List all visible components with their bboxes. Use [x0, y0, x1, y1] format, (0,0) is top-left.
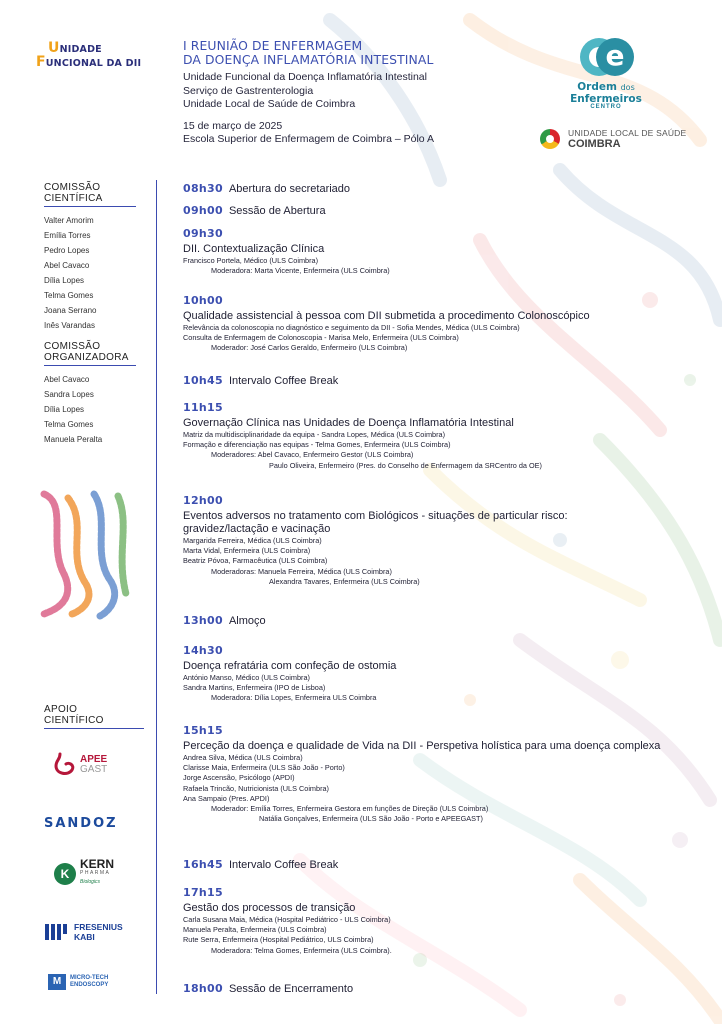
moderator: Moderadora: Dília Lopes, Enfermeira ULS Coimbra: [211, 693, 377, 703]
session-label: Almoço: [228, 615, 266, 627]
session-label: Intervalo Coffee Break: [228, 375, 339, 387]
speaker: Francisco Portela, Médico (ULS Coimbra): [183, 256, 319, 265]
event-title-line2: DA DOENÇA INFLAMATÓRIA INTESTINAL: [183, 52, 434, 67]
committee-member: Valter Amorim: [44, 216, 94, 225]
session-0900: [183, 204, 713, 218]
moderator: Paulo Oliveira, Enfermeiro (Pres. do Conselho de Enfermagem da SRCentro da OE): [269, 460, 542, 470]
session-title: Gestão dos processos de transição: [183, 902, 356, 914]
apeegast-logo: APEE GAST: [52, 752, 107, 778]
moderator: Moderador: Emília Torres, Enfermeira Gestora em funções de Direção (ULS Coimbra): [211, 804, 489, 814]
timeline-divider: [156, 180, 157, 994]
speaker: Ana Sampaio (Pres. APDI): [183, 793, 270, 803]
moderator: Alexandra Tavares, Enfermeira (ULS Coimbra): [269, 576, 420, 586]
committee-member: Manuela Peralta: [44, 435, 103, 444]
event-date: 15 de março de 2025: [183, 119, 283, 132]
session-time: 08h30: [183, 182, 223, 195]
committee-member: Joana Serrano: [44, 306, 97, 315]
session-1000: [183, 294, 713, 354]
speaker: Sandra Martins, Enfermeira (IPO de Lisboa): [183, 683, 326, 693]
session-label: Intervalo Coffee Break: [228, 859, 339, 871]
session-label: Sessão de Abertura: [228, 205, 326, 217]
uls-circle-icon: [540, 129, 560, 149]
moderator: Moderadora: Marta Vicente, Enfermeira (ULS Coimbra): [211, 266, 390, 276]
committee-member: Sandra Lopes: [44, 390, 94, 399]
committee-member: Abel Cavaco: [44, 261, 90, 270]
fresenius-icon: [44, 922, 68, 942]
session-time: 18h00: [183, 982, 223, 995]
speaker: Formação e diferenciação nas equipas - Telma Gomes, Enfermeira (ULS Coimbra): [183, 440, 451, 450]
session-1045: [183, 374, 713, 388]
unit-logo: [36, 42, 166, 70]
unit-logo-line2: FUNCIONAL DA DII: [36, 54, 142, 70]
session-time: 17h15: [183, 886, 223, 899]
session-1515: [183, 724, 713, 824]
session-1200: [183, 494, 713, 587]
speaker: Jorge Ascensão, Psicólogo (APDI): [183, 773, 295, 783]
session-time: 10h45: [183, 374, 223, 387]
oe-mark-icon: e: [576, 36, 636, 82]
speaker: Matriz da multidisciplinaridade da equipa - Sandra Lopes, Médica (ULS Coimbra): [183, 430, 446, 439]
committee-member: Inês Varandas: [44, 321, 95, 330]
session-1800: [183, 982, 713, 996]
committee-member: Telma Gomes: [44, 420, 94, 429]
speaker: Consulta de Enfermagem de Colonoscopia - Marisa Melo, Enfermeira (ULS Coimbra): [183, 333, 459, 343]
session-title: Perceção da doença e qualidade de Vida na DII - Perspetiva holística para uma doença complexa: [183, 740, 661, 752]
moderator: Moderadores: Abel Cavaco, Enfermeiro Gestor (ULS Coimbra): [211, 450, 414, 460]
session-1115: [183, 401, 713, 471]
kern-pharma-logo: K KERN PHARMA Biologics: [54, 860, 114, 887]
speaker: Relevância da colonoscopia no diagnóstico e seguimento da DII - Sofia Mendes, Médica (ULS Coimbra): [183, 323, 520, 332]
session-1645: [183, 858, 713, 872]
session-time: 09h00: [183, 204, 223, 217]
event-title-line1: I REUNIÃO DE ENFERMAGEM: [183, 38, 363, 53]
committee-member: Abel Cavaco: [44, 375, 90, 384]
session-1430: [183, 644, 713, 704]
sandoz-logo: SANDOZ: [44, 816, 118, 831]
organizers: Unidade Funcional da Doença Inflamatória Intestinal Serviço de Gastrenterologia Unidade Local de Saúde de Coimbra: [183, 71, 427, 110]
kern-icon: K: [54, 863, 76, 885]
moderator: Natália Gonçalves, Enfermeira (ULS São João - Porto e APEEGAST): [259, 814, 483, 824]
session-label: Abertura do secretariado: [228, 183, 351, 195]
stomach-icon: [52, 752, 76, 778]
session-time: 14h30: [183, 644, 223, 657]
speaker: Beatriz Póvoa, Farmacêutica (ULS Coimbra): [183, 556, 328, 566]
session-0830: [183, 182, 713, 196]
committee-member: Emília Torres: [44, 231, 91, 240]
scientific-support: [44, 704, 144, 735]
session-time: 13h00: [183, 614, 223, 627]
event-header: [183, 39, 523, 147]
session-0930: [183, 227, 713, 276]
date-venue: [183, 120, 523, 147]
support-heading: APOIO CIENTÍFICO: [44, 704, 144, 729]
moderator: Moderadora: Telma Gomes, Enfermeira (ULS Coimbra).: [211, 945, 392, 955]
committee-member: Telma Gomes: [44, 291, 94, 300]
session-time: 11h15: [183, 401, 223, 414]
session-time: 15h15: [183, 724, 223, 737]
session-label: Sessão de Encerramento: [228, 983, 354, 995]
session-time: 16h45: [183, 858, 223, 871]
session-title: Eventos adversos no tratamento com Biológicos - situações de particular risco: gravidez/lactação e vacinação: [183, 510, 568, 535]
session-title: Doença refratária com confeção de ostomia: [183, 660, 397, 672]
speaker: Marta Vidal, Enfermeira (ULS Coimbra): [183, 546, 311, 556]
committee-member: Pedro Lopes: [44, 246, 90, 255]
session-title: Qualidade assistencial à pessoa com DII submetida a procedimento Colonoscópico: [183, 310, 590, 322]
session-1715: [183, 886, 713, 956]
scientific-committee-heading: COMISSÃO CIENTÍFICA: [44, 182, 136, 207]
speaker: Carla Susana Maia, Médica (Hospital Pediátrico - ULS Coimbra): [183, 915, 391, 924]
session-time: 12h00: [183, 494, 223, 507]
uls-coimbra-logo: UNIDADE LOCAL DE SAÚDE COIMBRA: [540, 128, 686, 150]
speaker: Andrea Silva, Médica (ULS Coimbra): [183, 753, 303, 762]
fresenius-kabi-logo: FRESENIUS KABI: [44, 922, 123, 942]
session-title: Governação Clínica nas Unidades de Doença Inflamatória Intestinal: [183, 417, 514, 429]
speaker: António Manso, Médico (ULS Coimbra): [183, 673, 310, 682]
committee-member: Dília Lopes: [44, 405, 85, 414]
committees: [44, 182, 136, 447]
committee-member: Dília Lopes: [44, 276, 85, 285]
speaker: Rafaela Trincão, Nutricionista (ULS Coimbra): [183, 783, 329, 793]
session-time: 10h00: [183, 294, 223, 307]
session-time: 09h30: [183, 227, 223, 240]
speaker: Manuela Peralta, Enfermeira (ULS Coimbra): [183, 925, 327, 935]
micro-tech-icon: M: [48, 974, 66, 990]
organizing-committee-heading: COMISSÃO ORGANIZADORA: [44, 341, 136, 366]
ordem-enfermeiros-logo: e Ordem dos Enfermeiros CENTRO: [566, 36, 646, 110]
session-title: DII. Contextualização Clínica: [183, 243, 325, 255]
speaker: Clarisse Maia, Enfermeira (ULS São João - Porto): [183, 763, 345, 773]
dii-artwork-icon: [38, 484, 132, 620]
moderator: Moderador: José Carlos Geraldo, Enfermeiro (ULS Coimbra): [211, 343, 408, 353]
micro-tech-logo: M MICRO-TECH ENDOSCOPY: [48, 974, 108, 990]
event-venue: Escola Superior de Enfermagem de Coimbra – Pólo A: [183, 133, 434, 145]
unit-logo-line1: UNIDADE: [48, 40, 102, 56]
moderator: Moderadoras: Manuela Ferreira, Médica (ULS Coimbra): [211, 566, 392, 576]
speaker: Margarida Ferreira, Médica (ULS Coimbra): [183, 536, 322, 545]
session-1300: [183, 614, 713, 628]
speaker: Rute Serra, Enfermeira (Hospital Pediátrico, ULS Coimbra): [183, 935, 374, 945]
